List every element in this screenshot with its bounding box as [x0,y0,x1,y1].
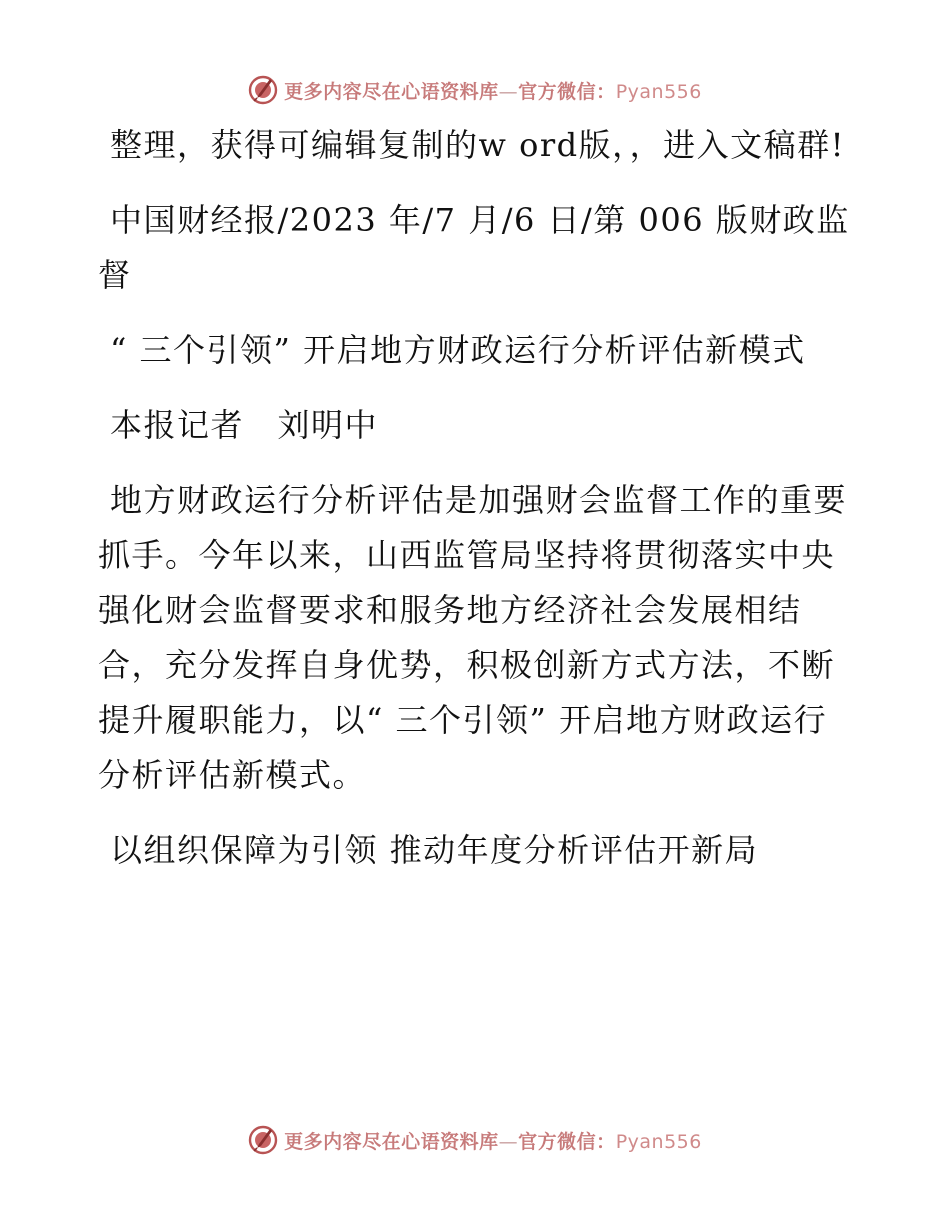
wechat-handle: Pyan556 [615,80,702,103]
quill-seal-icon [248,1125,278,1155]
watermark-text: 更多内容尽在心语资料库—官方微信：Pyan556 [284,80,702,103]
intro-note: 整理，获得可编辑复制的w ord版，，进入文稿群! [110,126,845,164]
byline: 本报记者 刘明中 [110,406,379,444]
wechat-handle: Pyan556 [615,1130,702,1153]
watermark-text: 更多内容尽在心语资料库—官方微信：Pyan556 [284,1130,702,1153]
footer-watermark [0,1120,950,1160]
quill-seal-icon [248,75,278,105]
section-heading: 以组织保障为引领 推动年度分析评估开新局 [110,831,759,869]
header-watermark [0,70,950,110]
source-line: 中国财经报/2023 年/7 月/6 日/第 006 版财政监督 [98,201,850,294]
body-paragraph: 地方财政运行分析评估是加强财会监督工作的重要抓手。今年以来，山西监管局坚持将贯彻落实中央强化财会监督要求和服务地方经济社会发展相结合，充分发挥自身优势，积极创新方式方法，不断提升履职能力，以“ 三个引领” 开启地方财政运行分析评估新模式。 [98,481,848,794]
article-title: “ 三个引领” 开启地方财政运行分析评估新模式 [110,331,806,369]
document-body [98,118,858,898]
